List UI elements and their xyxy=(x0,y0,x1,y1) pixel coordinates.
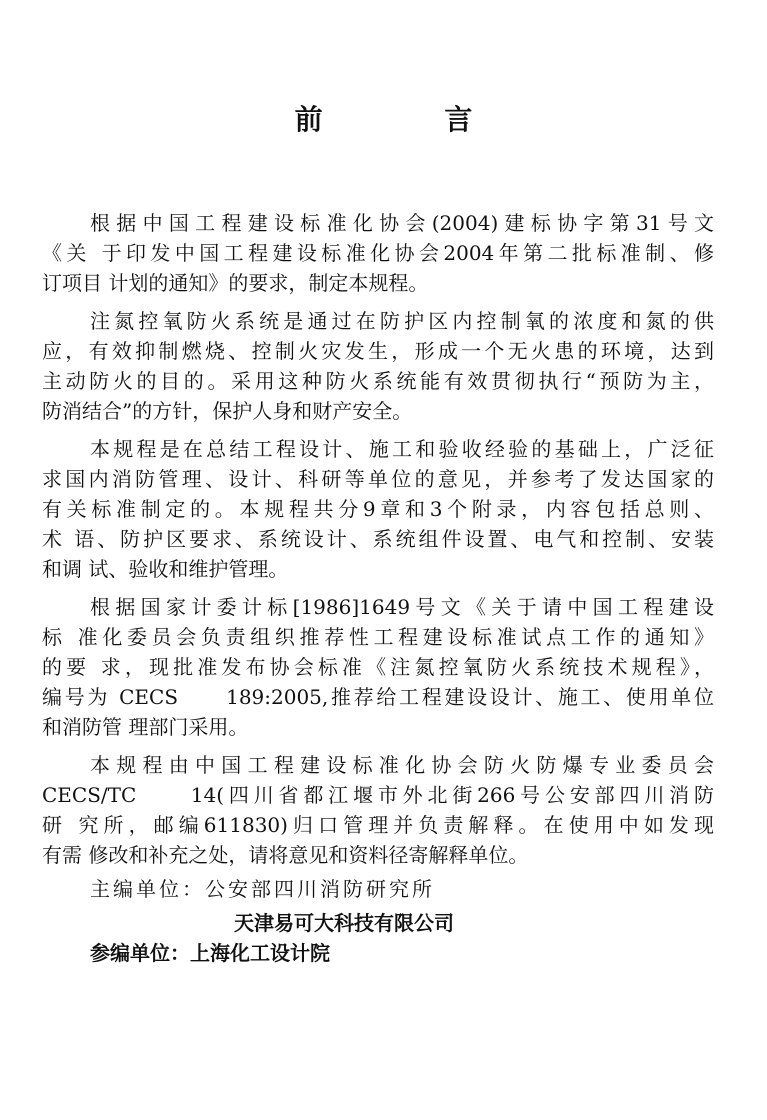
paragraph-2 xyxy=(42,306,714,426)
paragraph-3 xyxy=(42,434,714,584)
paragraph-line: 术 语、防护区要求、系统设计、系统组件设置、电气和控制、安装 xyxy=(42,527,714,551)
paragraph-line: 本规程是在总结工程设计、施工和验收经验的基础上，广泛征 xyxy=(90,437,714,461)
paragraph-line: 有需 修改和补充之处，请将意见和资料径寄解释单位。 xyxy=(42,843,529,867)
paragraph-line: 防消结合”的方针，保护人身和财产安全。 xyxy=(42,399,413,423)
paragraph-line: 求国内消防管理、设计、科研等单位的意见，并参考了发达国家的 xyxy=(42,467,714,491)
paragraph-line: 根据中国工程建设标准化协会(2004)建标协字第31号文 xyxy=(90,211,714,235)
paragraph-line: CECS/TC 14(四川省都江堰市外北街266号公安部四川消防 xyxy=(42,783,714,807)
paragraph-line: 《关 于印发中国工程建设标准化协会2004年第二批标准制、修 xyxy=(42,241,714,265)
paragraph-5 xyxy=(42,750,714,870)
paragraph-line: 的要 求，现批准发布协会标准《注氮控氧防火系统技术规程》， xyxy=(42,655,714,679)
paragraph-line: 根据国家计委计标[1986]1649号文《关于请中国工程建设 xyxy=(90,595,714,619)
paragraph-line: 和消防管 理部门采用。 xyxy=(42,715,249,739)
page-title: 前 言 xyxy=(294,103,529,136)
paragraph-4 xyxy=(42,592,714,742)
chief-editor-line: 主编单位：公安部四川消防研究所 xyxy=(90,877,435,901)
co-editor-line: 参编单位：上海化工设计院 xyxy=(90,941,330,965)
preface-body xyxy=(42,208,714,968)
paragraph-line: 有关标准制定的。本规程共分9章和3个附录，内容包括总则、 xyxy=(42,497,714,521)
paragraph-line: 注氮控氧防火系统是通过在防护区内控制氧的浓度和氮的供 xyxy=(90,309,714,333)
paragraph-1 xyxy=(42,208,714,298)
paragraph-line: 标 准化委员会负责组织推荐性工程建设标准试点工作的通知》 xyxy=(42,625,714,649)
paragraph-line: 订项目 计划的通知》的要求，制定本规程。 xyxy=(42,271,429,295)
paragraph-line: 编号为 CECS 189:2005,推荐给工程建设设计、施工、使用单位 xyxy=(42,685,714,709)
paragraph-line: 研 究所，邮编611830)归口管理并负责解释。在使用中如发现 xyxy=(42,813,714,837)
chief-editor-second-org: 天津易可大科技有限公司 xyxy=(234,911,454,935)
paragraph-line: 本规程由中国工程建设标准化协会防火防爆专业委员会 xyxy=(90,753,714,777)
paragraph-line: 应，有效抑制燃烧、控制火灾发生，形成一个无火患的环境，达到 xyxy=(42,339,714,363)
paragraph-line: 主动防火的目的。采用这种防火系统能有效贯彻执行“预防为主， xyxy=(42,369,714,393)
paragraph-line: 和调 试、验收和维护管理。 xyxy=(42,557,289,581)
